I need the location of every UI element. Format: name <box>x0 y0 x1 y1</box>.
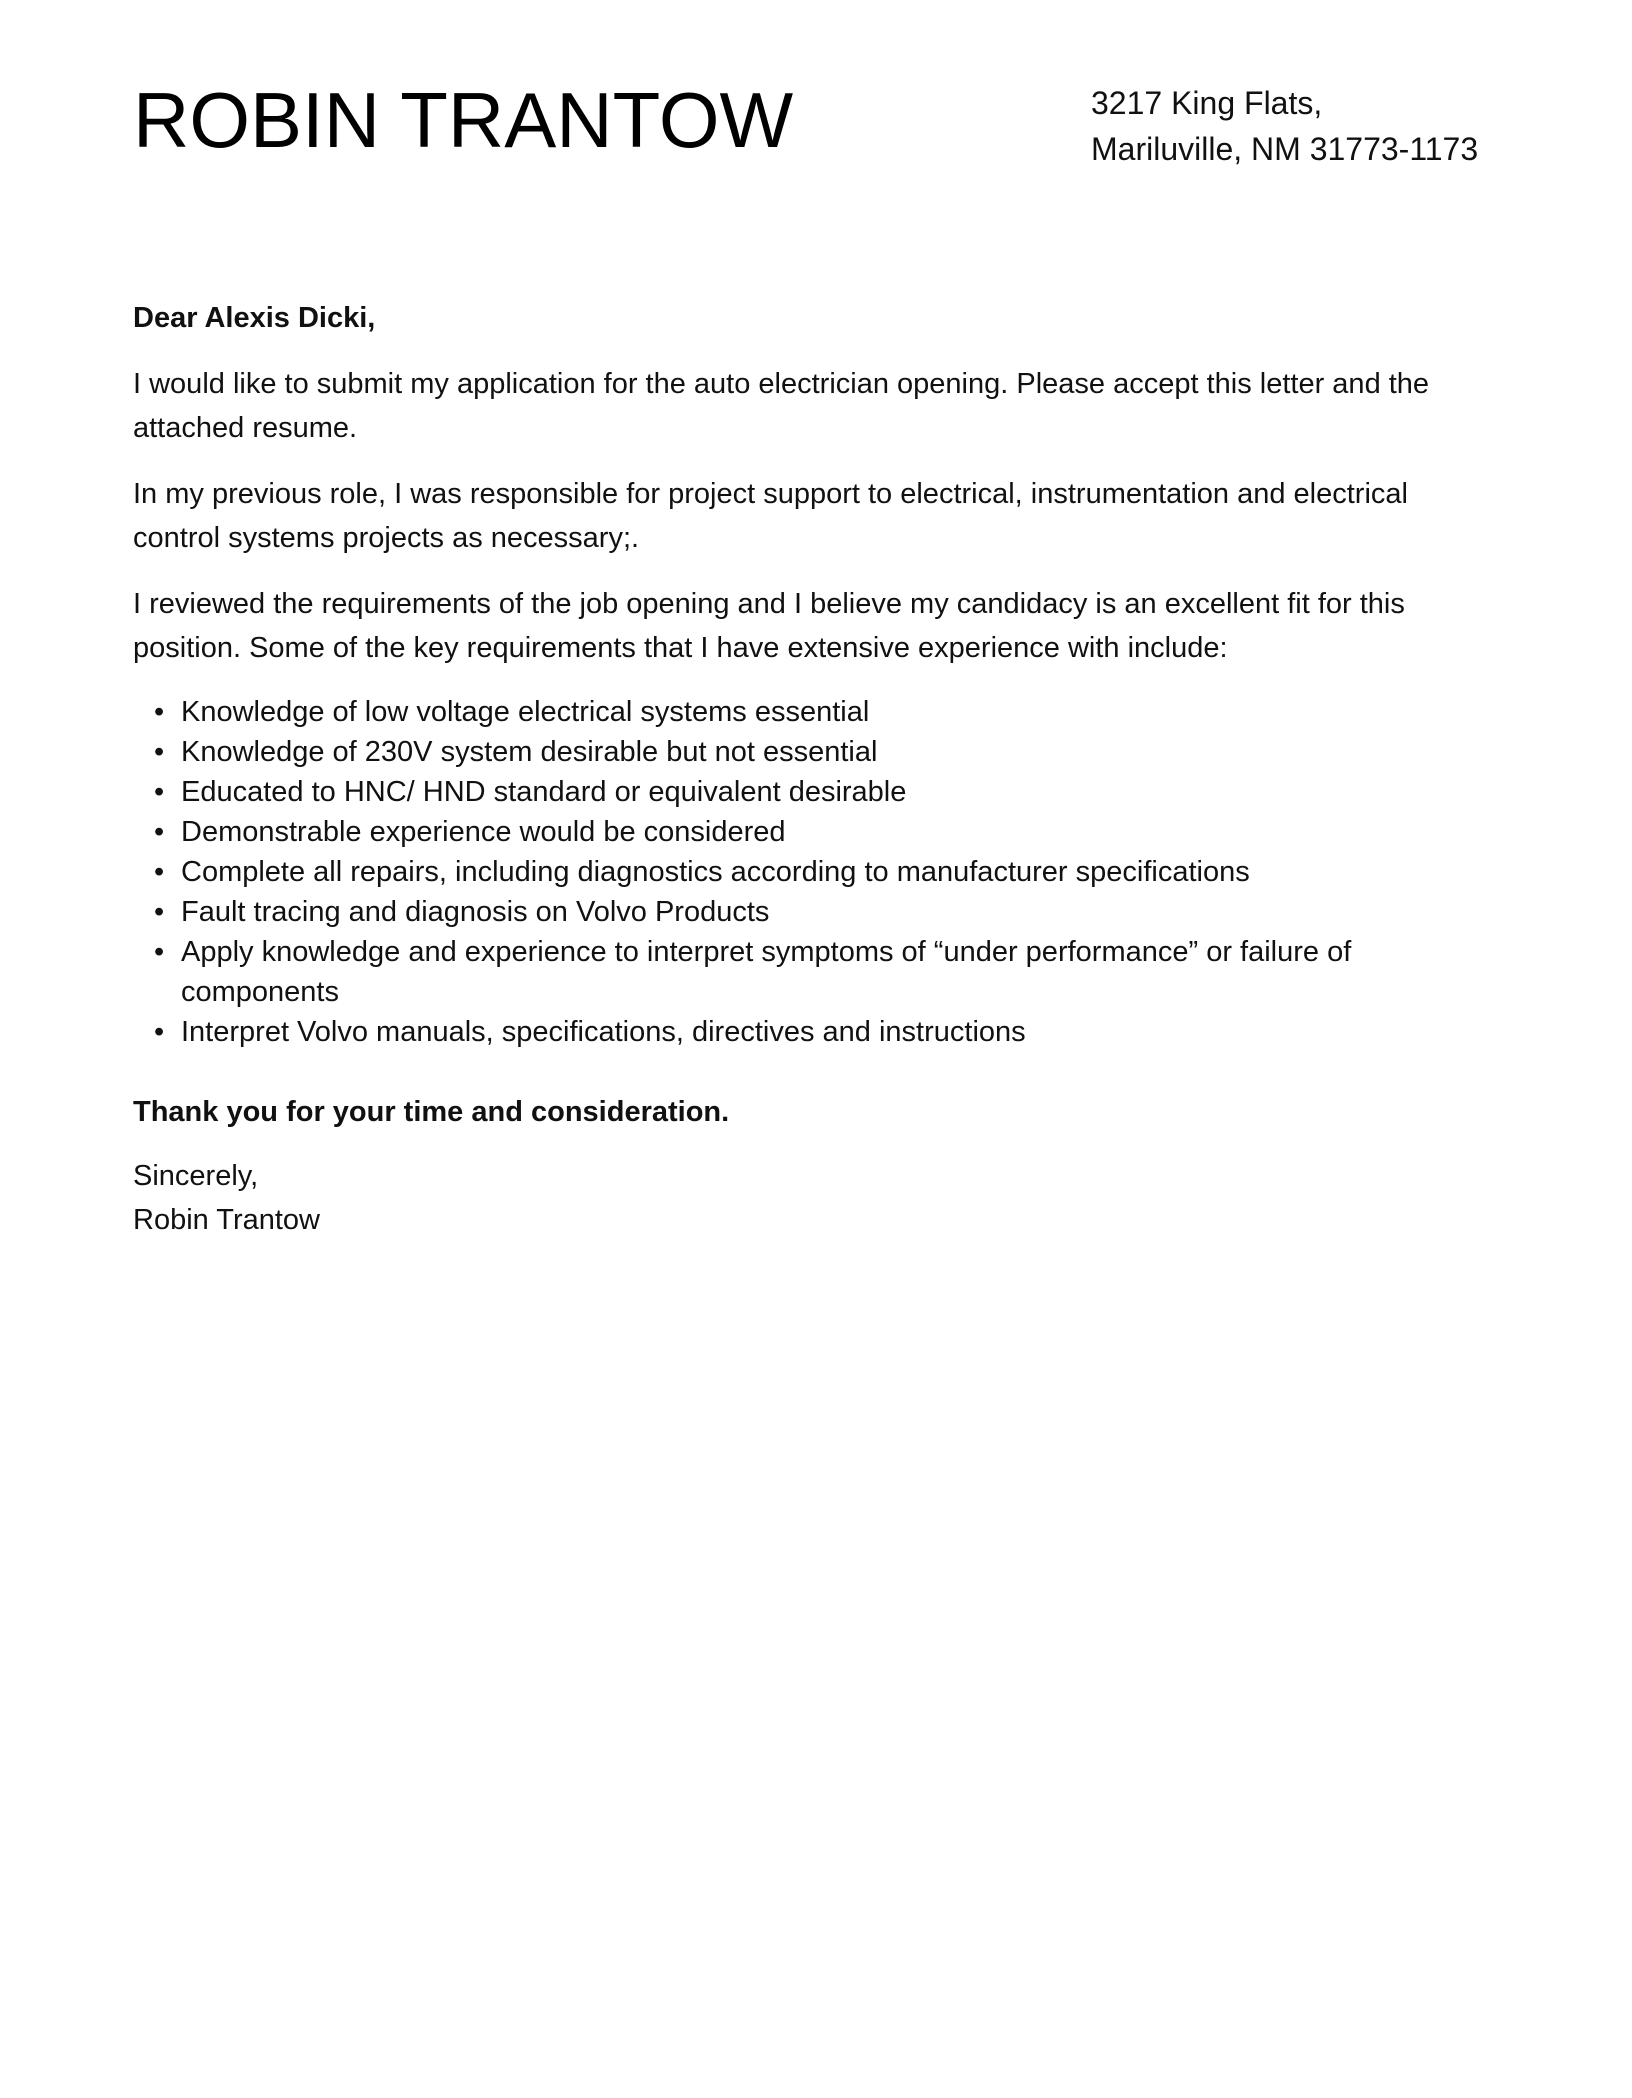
list-item <box>154 692 1499 732</box>
list-item <box>154 892 1499 932</box>
bullet-icon: • <box>154 736 165 768</box>
list-item <box>154 812 1499 852</box>
requirement-text: Knowledge of 230V system desirable but not essential <box>181 736 878 768</box>
bullet-icon: • <box>154 696 165 728</box>
list-item <box>154 772 1499 812</box>
requirement-text: Knowledge of low voltage electrical systems essential <box>181 696 870 728</box>
bullet-icon: • <box>154 896 165 928</box>
bullet-icon: • <box>154 776 165 808</box>
address-line-1: 3217 King Flats, <box>1091 85 1323 121</box>
paragraph-intro: I would like to submit my application for the auto electrician opening. Please accept this letter and the attached resume. <box>133 368 1430 444</box>
paragraph-requirements-intro: I reviewed the requirements of the job opening and I believe my candidacy is an excellent fit for this position. Some of the key requirements that I have extensive experience with include: <box>133 588 1405 664</box>
requirement-text: Fault tracing and diagnosis on Volvo Products <box>181 896 770 928</box>
requirement-text: Demonstrable experience would be considered <box>181 816 786 848</box>
list-item <box>154 1012 1499 1052</box>
signoff-block <box>133 1154 1499 1242</box>
list-item <box>154 852 1499 892</box>
signoff: Sincerely, <box>133 1160 259 1192</box>
list-item <box>154 732 1499 772</box>
letter-header <box>133 72 1499 192</box>
bullet-icon: • <box>154 936 165 968</box>
bullet-icon: • <box>154 816 165 848</box>
letter-body <box>133 296 1499 1242</box>
bullet-icon: • <box>154 1016 165 1048</box>
requirements-list <box>133 692 1499 1052</box>
requirement-text: Apply knowledge and experience to interpret symptoms of “under performance” or failure of components <box>181 936 1352 1008</box>
list-item <box>154 932 1499 1012</box>
requirement-text: Interpret Volvo manuals, specifications, directives and instructions <box>181 1016 1026 1048</box>
bullet-icon: • <box>154 856 165 888</box>
applicant-address <box>1091 80 1478 172</box>
requirement-text: Educated to HNC/ HND standard or equivalent desirable <box>181 776 907 808</box>
closing-line: Thank you for your time and consideration. <box>133 1096 730 1128</box>
salutation: Dear Alexis Dicki, <box>133 302 376 334</box>
address-line-2: Mariluville, NM 31773-1173 <box>1091 131 1479 167</box>
signature-name: Robin Trantow <box>133 1204 320 1236</box>
applicant-name: ROBIN TRANTOW <box>133 76 794 164</box>
paragraph-previous-role: In my previous role, I was responsible for project support to electrical, instrumentation and electrical control systems projects as necessary;. <box>133 478 1408 554</box>
requirement-text: Complete all repairs, including diagnostics according to manufacturer specifications <box>181 856 1250 888</box>
